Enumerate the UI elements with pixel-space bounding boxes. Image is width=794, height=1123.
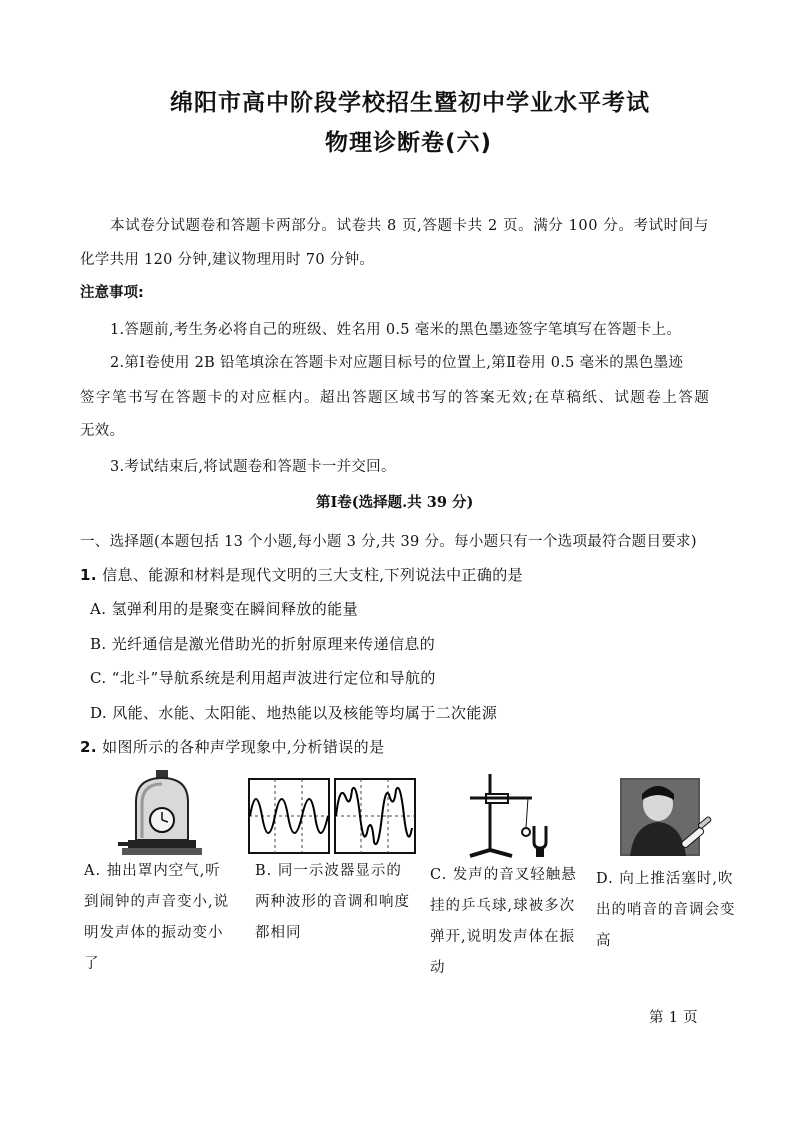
- q1-option-c: C. “北斗”导航系统是利用超声波进行定位和导航的: [90, 669, 436, 687]
- question-2-number: 2.: [80, 738, 97, 756]
- exam-subtitle: 物理诊断卷(六): [325, 130, 493, 156]
- q1-option-d: D. 风能、水能、太阳能、地热能以及核能等均属于二次能源: [90, 704, 498, 722]
- note-item-3: 3.考试结束后,将试题卷和答题卡一并交回。: [110, 459, 396, 475]
- note-item-2-line-2: 签字笔书写在答题卡的对应框内。超出答题区域书写的答案无效;在草稿纸、试题卷上答题: [80, 390, 711, 406]
- q2-caption-a: A. 抽出罩内空气,听到闹钟的声音变小,说明发声体的振动变小了: [84, 863, 230, 972]
- slide-whistle-photo-figure: [620, 778, 716, 858]
- waveform-panel-right: [335, 779, 415, 853]
- waveform-panel-left: [249, 779, 329, 853]
- page-number: 第 1 页: [649, 1010, 698, 1026]
- q2-caption-b: B. 同一示波器显示的两种波形的音调和响度都相同: [255, 863, 410, 941]
- notes-heading: 注意事项:: [80, 285, 144, 301]
- bell-jar-clock-figure: [118, 768, 208, 858]
- oscilloscope-waveforms-figure: [248, 778, 416, 854]
- question-1-number: 1.: [80, 566, 97, 584]
- section-instruction: 一、选择题(本题包括 13 个小题,每小题 3 分,共 39 分。每小题只有一个选项最符合题目要求): [80, 534, 697, 550]
- intro-line-1: 本试卷分试题卷和答题卡两部分。试卷共 8 页,答题卡共 2 页。满分 100 分。考试时间与: [110, 218, 709, 234]
- tuning-fork-ball-figure: [460, 770, 556, 858]
- q2-caption-c: C. 发声的音叉轻触悬挂的乒乓球,球被多次弹开,说明发声体在振动: [430, 867, 577, 976]
- intro-line-2: 化学共用 120 分钟,建议物理用时 70 分钟。: [80, 252, 375, 268]
- question-2: [80, 736, 384, 757]
- note-item-2-line-3: 无效。: [80, 423, 125, 439]
- section-heading: 第Ⅰ卷(选择题.共 39 分): [316, 494, 474, 511]
- question-1-stem: 信息、能源和材料是现代文明的三大支柱,下列说法中正确的是: [102, 566, 524, 584]
- question-1: [80, 564, 523, 585]
- question-2-stem: 如图所示的各种声学现象中,分析错误的是: [102, 738, 385, 756]
- q1-option-b: B. 光纤通信是激光借助光的折射原理来传递信息的: [90, 635, 436, 653]
- q1-option-a: A. 氢弹利用的是聚变在瞬间释放的能量: [90, 600, 358, 618]
- q2-caption-d: D. 向上推活塞时,吹出的哨音的音调会变高: [596, 871, 736, 949]
- exam-title: 绵阳市高中阶段学校招生暨初中学业水平考试: [170, 90, 650, 116]
- note-item-2-line-1: 2.第Ⅰ卷使用 2B 铅笔填涂在答题卡对应题目标号的位置上,第Ⅱ卷用 0.5 毫米的黑色墨迹: [110, 355, 684, 371]
- note-item-1: 1.答题前,考生务必将自己的班级、姓名用 0.5 毫米的黑色墨迹签字笔填写在答题卡上。: [110, 322, 682, 338]
